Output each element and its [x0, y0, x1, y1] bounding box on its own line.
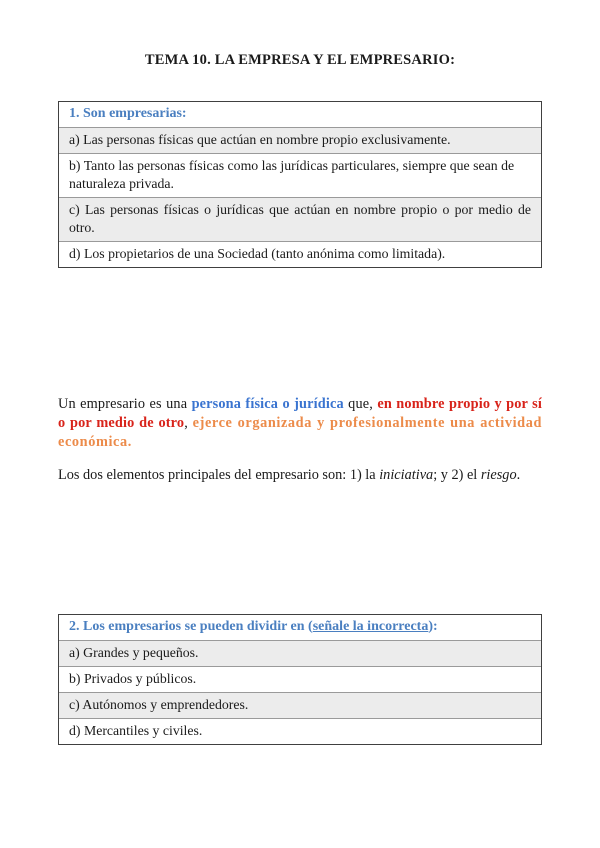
question-2-option-a[interactable]: a) Grandes y pequeños. [59, 640, 541, 666]
elements-riesgo: riesgo [480, 467, 517, 483]
question-2-option-c[interactable]: c) Autónomos y emprendedores. [59, 692, 541, 718]
elements-intro: Los dos elementos principales del empresario son: 1) la [58, 467, 380, 483]
question-1-option-b[interactable]: b) Tanto las personas físicas como las jurídicas particulares, siempre que sean de naturaleza privada. [59, 153, 541, 197]
question-2-heading [59, 615, 541, 640]
elements-end: . [516, 467, 521, 483]
question-1-option-d[interactable]: d) Los propietarios de una Sociedad (tanto anónima como limitada). [59, 241, 541, 267]
definition-paragraph [58, 395, 542, 452]
question-2-heading-post: ): [428, 619, 438, 634]
page-title: TEMA 10. LA EMPRESA Y EL EMPRESARIO: [144, 52, 456, 68]
def-end: . [127, 434, 132, 450]
def-highlight-person: persona física o jurídica [191, 396, 344, 412]
question-2-option-b[interactable]: b) Privados y públicos. [59, 666, 541, 692]
question-2-option-d[interactable]: d) Mercantiles y civiles. [59, 718, 541, 744]
def-highlight-activity: ejerce organizada y profesionalmente una actividad económica [58, 415, 542, 450]
def-que: que, [343, 396, 378, 412]
question-1-option-a[interactable]: a) Las personas físicas que actúan en nombre propio exclusivamente. [59, 127, 541, 153]
question-2-heading-underlined: señale la incorrecta [312, 619, 429, 634]
question-2-box [58, 614, 542, 745]
def-intro: Un empresario es una [58, 396, 192, 412]
question-1-option-c[interactable]: c) Las personas físicas o jurídicas que actúan en nombre propio o por medio de otro. [59, 197, 541, 241]
question-1-heading: 1. Son empresarias: [69, 106, 187, 121]
elements-iniciativa: iniciativa [379, 467, 434, 483]
elements-paragraph [58, 466, 542, 485]
elements-mid: ; y 2) el [433, 467, 481, 483]
def-comma: , [184, 415, 193, 431]
question-2-heading-pre: 2. Los empresarios se pueden dividir en ( [69, 619, 313, 634]
question-1-box [58, 101, 542, 268]
def-highlight-name: en nombre propio y por sí o por medio de otro [58, 396, 542, 431]
